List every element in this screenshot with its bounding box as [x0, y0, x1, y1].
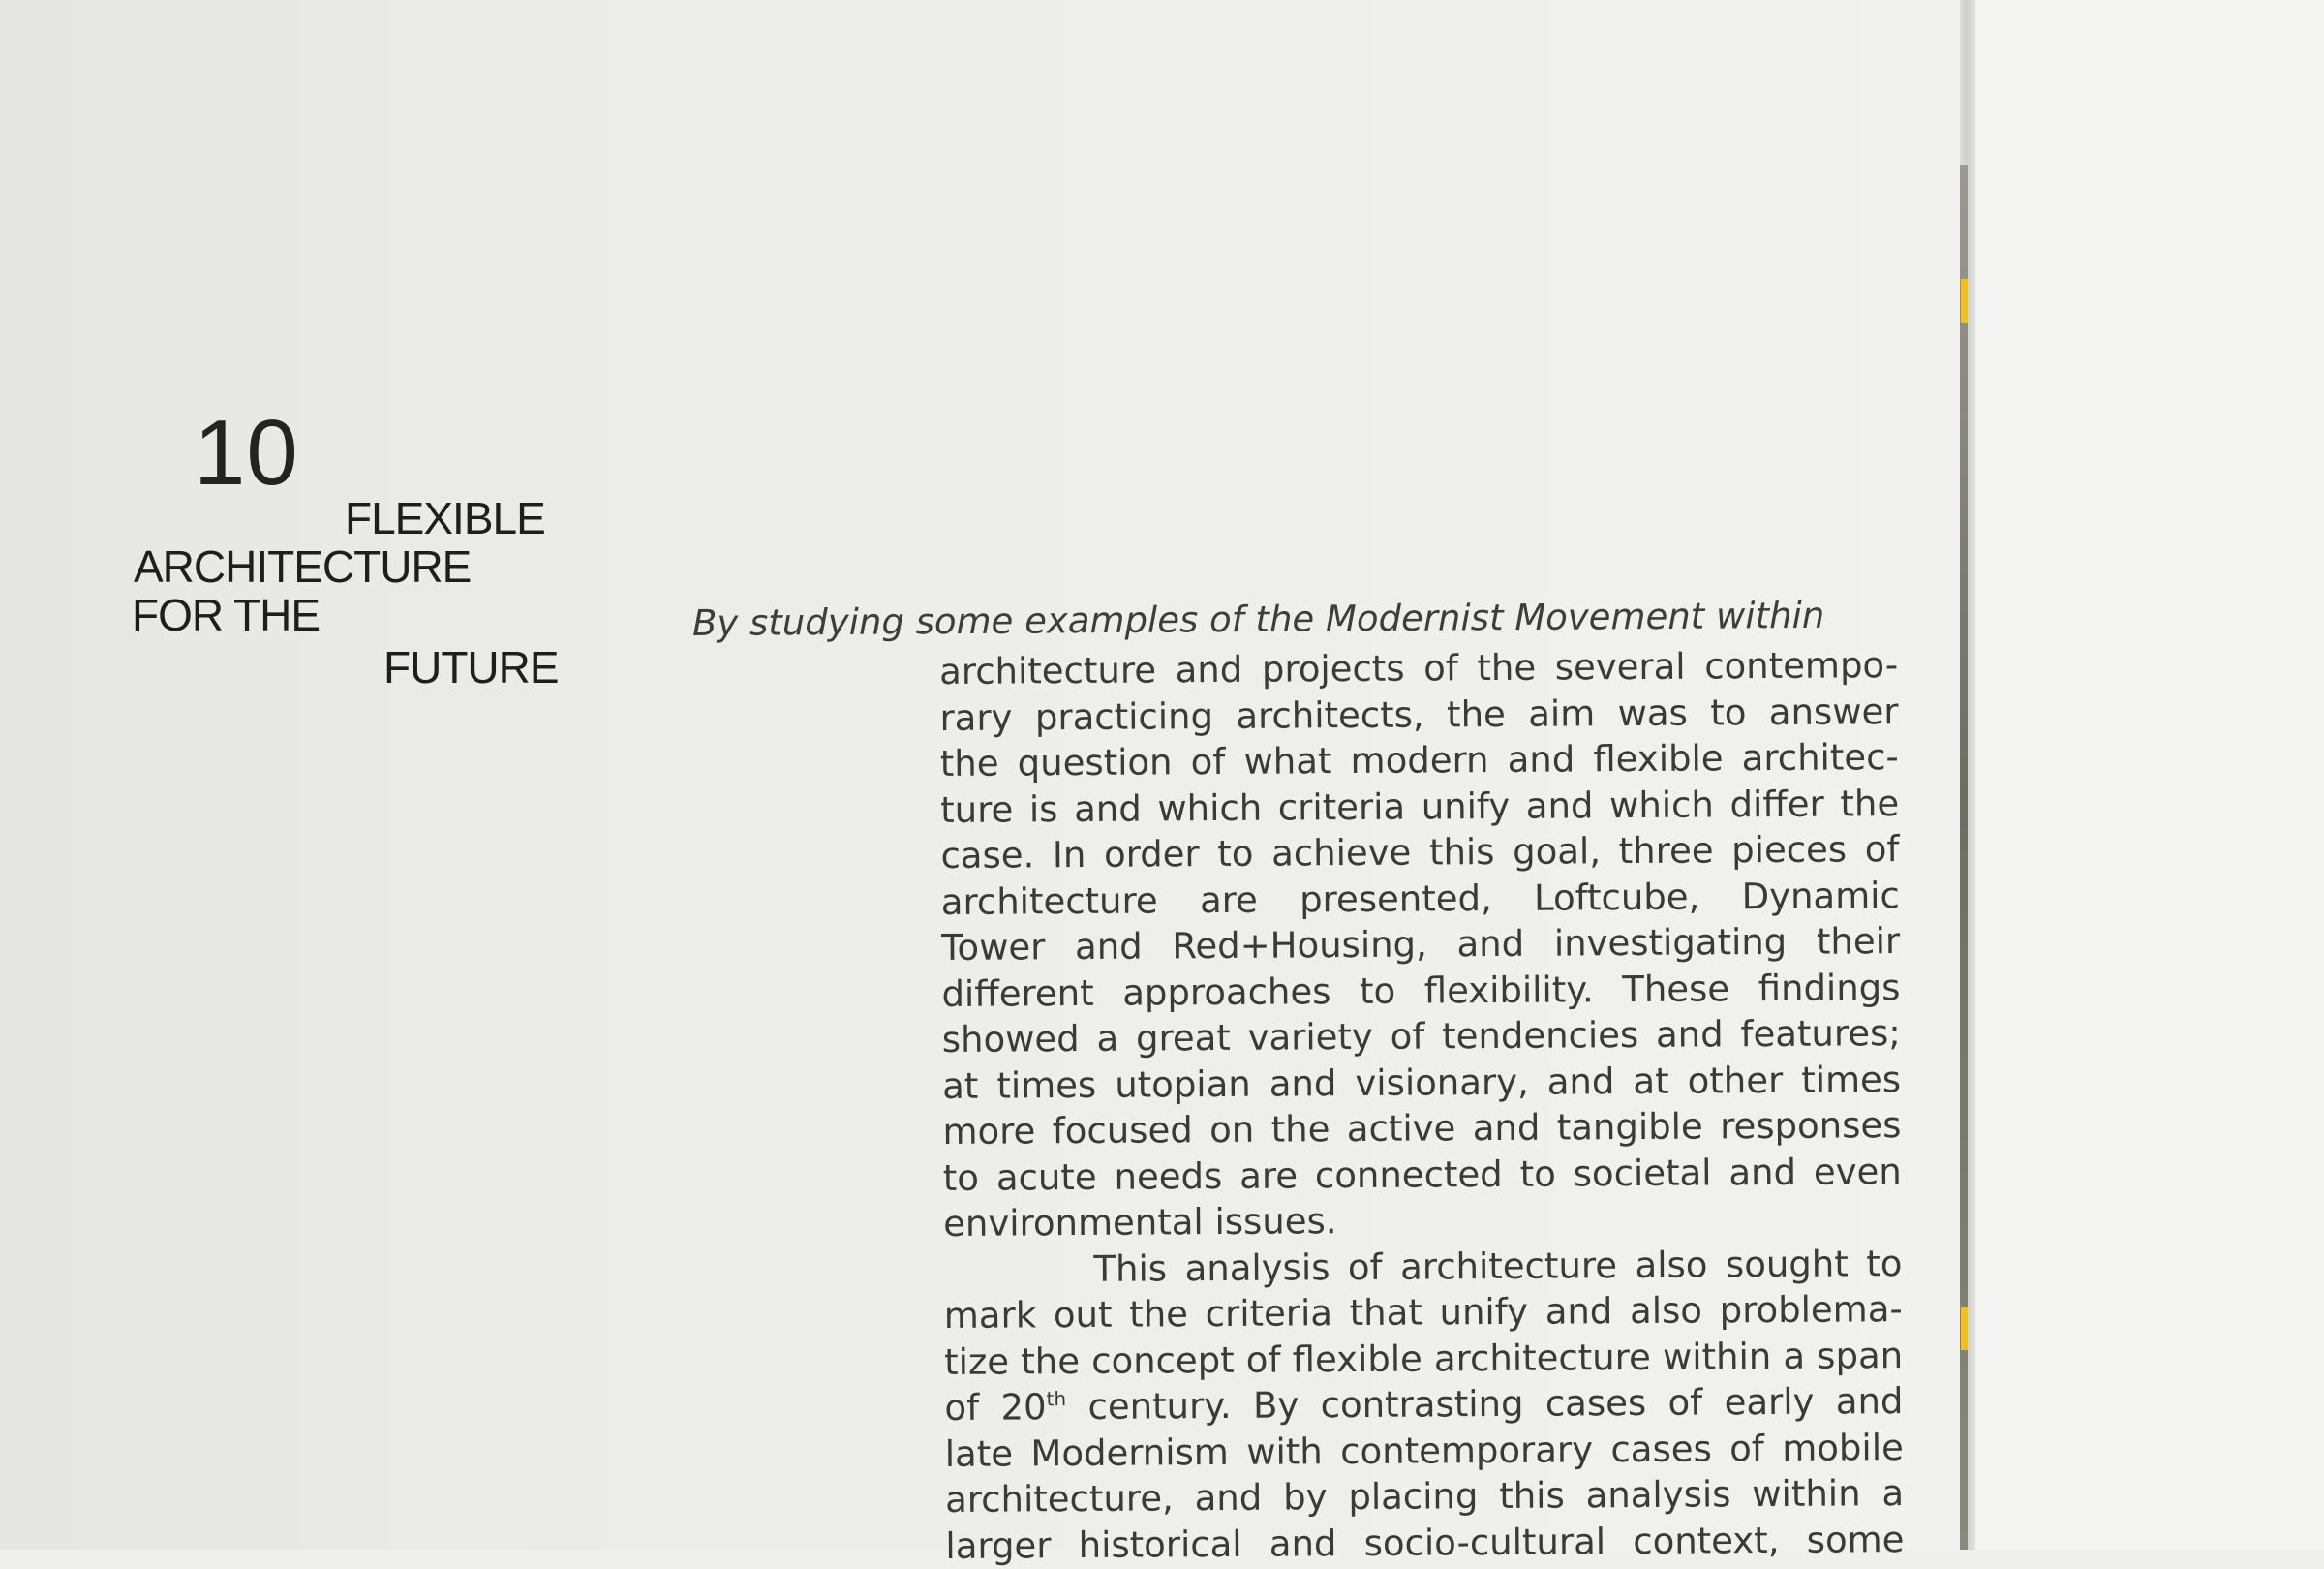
yellow-cover-mark — [1961, 1308, 1968, 1350]
text-fragment: of 20 — [944, 1386, 1047, 1429]
text-line: larger historical and socio-cultural context, some — [945, 1518, 1905, 1567]
text-fragment: century. By contrasting cases of early and — [1065, 1380, 1904, 1429]
text-line: to acute needs are connected to societal and even — [942, 1150, 1902, 1199]
text-line: architecture are presented, Loftcube, Dynamic — [940, 874, 1900, 923]
background-surface — [1975, 0, 2324, 1550]
text-line: This analysis of architecture also sought to — [1093, 1242, 1903, 1290]
text-line: the question of what modern and flexible architec- — [939, 736, 1899, 784]
text-line: tize the concept of flexible architecture within a span — [943, 1334, 1904, 1383]
yellow-cover-mark — [1961, 279, 1968, 323]
text-line: rary practicing architects, the aim was to answer — [939, 690, 1899, 739]
text-line: case. In order to achieve this goal, three pieces of — [940, 828, 1900, 877]
text-line: Tower and Red+Housing, and investigating their — [941, 920, 1901, 969]
paragraph-1 — [939, 642, 1902, 1246]
text-line: environmental issues. — [942, 1200, 1337, 1245]
text-line: showed a great variety of tendencies and features; — [941, 1012, 1901, 1061]
body-text — [939, 642, 1905, 1569]
text-line: more focused on the active and tangible responses — [942, 1104, 1902, 1153]
ordinal-superscript: th — [1046, 1387, 1067, 1411]
text-line: different approaches to flexibility. These findings — [941, 966, 1901, 1015]
text-line: architecture and projects of the several contempo- — [939, 644, 1899, 692]
chapter-title-line: FLEXIBLE — [345, 493, 545, 543]
text-line: at times utopian and visionary, and at other times — [941, 1058, 1902, 1107]
chapter-title-line: FUTURE — [383, 642, 559, 692]
text-line: ture is and which criteria unify and which differ the — [940, 782, 1900, 831]
text-line — [944, 1378, 1903, 1431]
text-line: late Modernism with contemporary cases of mobile — [944, 1426, 1904, 1475]
text-line: mark out the criteria that unify and also problema- — [943, 1288, 1903, 1337]
lead-sentence: By studying some examples of the Modernist Movement within — [691, 594, 1825, 644]
chapter-title-line: ARCHITECTURE — [134, 541, 472, 592]
text-line: architecture, and by placing this analysis within a — [944, 1472, 1905, 1521]
chapter-number: 10 — [194, 401, 299, 505]
chapter-title-line: FOR THE — [132, 590, 321, 640]
paragraph-2 — [943, 1241, 1904, 1569]
